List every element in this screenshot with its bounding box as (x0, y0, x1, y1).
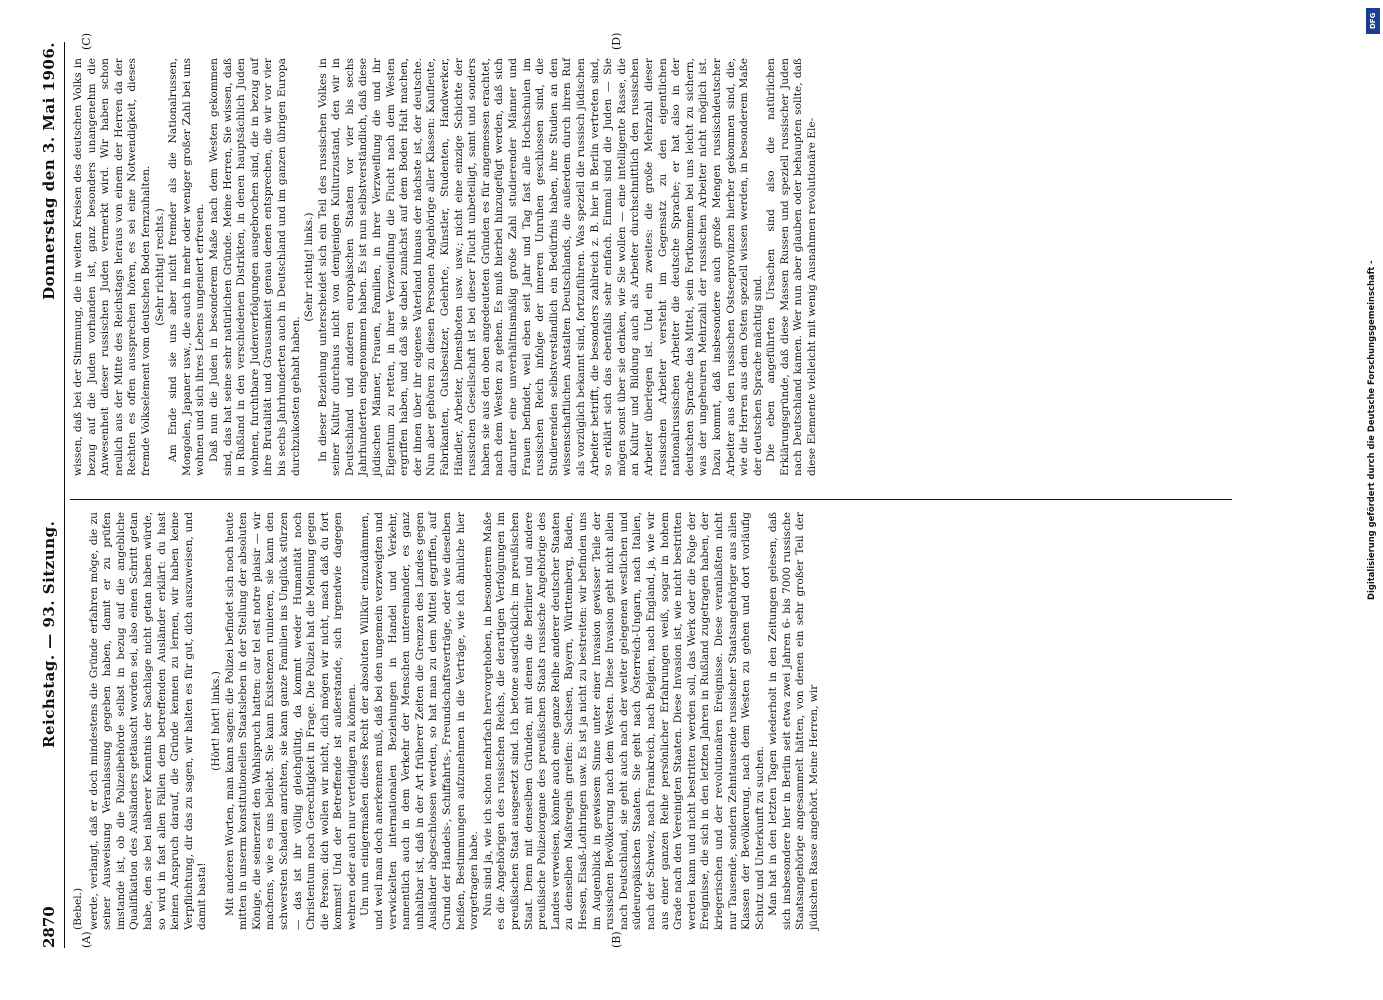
margin-note-b: (B) (610, 931, 623, 948)
margin-note-c: (C) (80, 33, 93, 50)
session-title: Reichstag. — 93. Sitzung. (40, 520, 58, 748)
paragraph: wissen, daß bei der Stimmung, die in weiten Kreisen des deutschen Volks in bezug auf die Juden vorhanden ist, ganz besonders unangenehm die Anwesenheit dieser russischen Juden vermerkt wird. Wir haben schon neulich aus der Mitte des Reichstags heraus von einem der Herren da der Rechten es offen aussprechen hören, es sei eine Notwendigkeit, dieses fremde Volkselement vom deutschen Boden fernzuhalten. (72, 58, 152, 476)
page-header (38, 42, 65, 948)
dfg-logo-icon: DFG (1366, 8, 1380, 34)
page-number: 2870 (40, 906, 58, 948)
paragraph: In dieser Beziehung unterscheidet sich ein Teil des russischen Volkes in seiner Kultur durchaus nicht von demjenigen Kulturzustand, den wir in Deutschland und anderen europäischen Staaten vor vier bis sechs Jahrhunderten eingenommen haben. Es ist nun selbstverständlich, daß diese jüdischen Männer, Frauen, Familien, in ihrer Verzweiflung die und ihr Eigentum zu retten, in ihrer Verzweiflung die Flucht nach dem Westen ergriffen haben, und daß sie dabei zunächst auf dem Boden Halt machen, der ihnen über ihr eigenes Vaterland hinaus der nächste ist, der deutsche. Nun aber gehören zu diesen Personen Angehörige aller Klassen: Kaufleute, Fabrikanten, Gutsbesitzer, Gelehrte, Künstler, Studenten, Handwerker, Händler, Arbeiter, Dienstboten usw. usw.; nicht eine einzige Schichte der russischen Gesellschaft ist bei dieser Flucht unbeteiligt, samt und sonders haben sie aus den oben angedeuteten Gründen es für angemessen erachtet, nach dem Westen zu gehen. Es muß hierbei hinzugefügt werden, daß sich darunter eine unverhältnismäßig große Zahl studierender Männer und Frauen befindet, weil eben seit Jahr und Tag fast alle Hochschulen im russischen Reich infolge der inneren Unruhen geschlossen sind, die Studierenden selbstverständlich ein Bedürfnis haben, ihre Studien an den wissenschaftlichen Anstalten Deutschlands, die außerdem durch ihren Ruf als vorzüglich bekannt sind, fortzuführen. Was speziell die russisch jüdischen Arbeiter betrifft, die besonders zahlreich z. B. hier in Berlin vertreten sind, so erklärt sich das ebenfalls sehr einfach. Einmal sind die Juden — Sie mögen sonst über sie denken, wie Sie wollen — eine intelligente Rasse, die an Kultur und Bildung auch als Arbeiter durchschnittlich den russischen Arbeiter überlegen ist. Und ein zweites: die große Mehrzahl dieser russischen Arbeiter versteht im Gegensatz zu den eigentlichen nationalrussischen Arbeiter die deutsche Sprache; er hat also in der deutschen Sprache das Mittel, sein Fortkommen bei uns leicht zu sichern, was der ungeheuren Mehrzahl der russischen Arbeiter nicht möglich ist. Dazu kommt, daß insbesondere auch große Mengen russischdeutscher Arbeiter aus den russischen Ostseeprovinzen hierher gekommen sind, die, wie die Herren aus dem Osten speziell wissen werden, in besonderem Maße der deutschen Sprache mächtig sind. (316, 58, 764, 476)
right-text-column (72, 58, 820, 476)
paragraph: Man hat in den letzten Tagen wiederholt in den Zeitungen gelesen, daß sich insbesondere hier in Berlin seit etwa zwei Jahren 6- bis 7000 russische Staatsangehörige angesammelt hätten, von denen ein sehr großer Teil der jüdischen Rasse angehört. Meine Herren, wir (767, 512, 821, 930)
column-divider (70, 499, 1232, 500)
paragraph: Um nun einigermaßen dieses Recht der absoluten Willkür einzudämmen, und weil man doch anerkennen muß, daß bei den ungemein verzweigten und verwickelten internationalen Beziehungen in Handel und Verkehr, namentlich auch in dem Verkehr der Menschen untereinander, es ganz unhaltbar ist, daß in der Art früherer Zeiten die Grenzen des Landes gegen Ausländer abgeschlossen werden, so hat man zu dem Mittel gegriffen, auf Grund der Handels-, Schiffahrts-, Freundschaftsverträge, oder wie dieselben heißen, Bestimmungen aufzunehmen in die Verträge, wie ich ähnliche hier vorgetragen habe. (359, 512, 481, 930)
margin-note-d: (D) (610, 32, 623, 50)
interjection: (Sehr richtig! links.) (303, 212, 316, 322)
paragraph: Mit anderen Worten, man kann sagen: die Polizei befindet sich noch heute mitten in unserm konstitutionellen Staatsleben in der Stellung der absoluten Könige, die seinerzeit den Wahlspruch hatten: car tel est notre plaisir — wir machens, wie es uns beliebt. Sie kann Existenzen ruinieren, sie kann den schwersten Schaden anrichten, sie kann ganze Familien ins Unglück stürzen — das ist ihr völlig gleichgültig, da kommt weder Humanität noch Christentum noch Gerechtigkeit in Frage. Die Polizei hat die Meinung gegen die Person: dich wollen wir nicht, dich mögen wir nicht, mach daß du fort kommst! Und der Betreffende ist außerstande, sich irgendwie dagegen wehren oder auch nur verteidigen zu können. (223, 512, 358, 930)
speaker-label: (Bebel.) (72, 887, 84, 930)
paragraph: Nun sind ja, wie ich schon mehrfach hervorgehoben, in besonderem Maße es die Angehörigen des russischen Reichs, die derartigen Verfolgungen im preußischen Staat ausgesetzt sind. Ich betone ausdrücklich: im preußischen Staat. Denn mit denselben Gründen, mit denen die Berliner und andere preußische Polizeiorgane des preußischen Staats russische Angehörige des Landes verweisen, könnte auch eine ganze Reihe anderer deutscher Staaten zu denselben Maßregeln greifen: Sachsen, Bayern, Württemberg, Baden, Hessen, Elsaß-Lothringen usw. Es ist ja nicht zu bestreiten: wir befinden uns im Augenblick in gewissem Sinne unter einer Invasion gewisser Teile der russischen Bevölkerung nach dem Westen. Diese Invasion geht nicht allein nach Deutschland, sie geht auch nach der weiter gelegenen westlichen und südeuropäischen Staaten. Sie geht nach Österreich-Ungarn, nach Italien, nach der Schweiz, nach Frankreich, nach Belgien, nach England, ja, wie wir aus einer ganzen Reihe persönlicher Erfahrungen weiß, sogar in hohem Grade nach den Vereinigten Staaten. Diese Invasion ist, wie nicht bestritten werden kann und nicht bestritten werden soll, das Werk oder die Folge der Ereignisse, die sich in den letzten Jahren in Rußland zugetragen haben, der kriegerischen und der revolutionären Ereignisse. Diese veranlaßten nicht nur Tausende, sondern Zehntausende russischer Staatsangehöriger aus allen Klassen der Bevölkerung, nach dem Westen zu gehen und dort vorläufig Schutz und Unterkunft zu suchen. (481, 512, 766, 930)
session-date: Donnerstag den 3. Mai 1906. (40, 42, 58, 300)
margin-note-a: (A) (80, 931, 93, 948)
paragraph: Daß nun die Juden in besonderem Maße nach dem Westen gekommen sind, das hat seine sehr natürlichen Gründe. Meine Herren, Sie wissen, daß in Rußland in den verschiedenen Distrikten, in denen hauptsächlich Juden wohnen, furchtbare Judenverfolgungen ausgebrochen sind, die in bezug auf ihre Brutalität und Grausamkeit genau denen entsprechen, die wir vor vier bis sechs Jahrhunderten auch in Deutschland und im ganzen übrigen Europa durchzukosten gehabt haben. (207, 58, 302, 476)
paragraph: Am Ende sind sie uns aber nicht fremder als die Nationalrussen, Mongolen, Japaner usw., die auch in mehr oder weniger großer Zahl bei uns wohnen und sich ihres Lebens ungeniert erfreuen. (167, 58, 207, 476)
left-text-column (72, 512, 822, 930)
digitization-notice: Digitalisierung gefördert durch die Deutsche Forschungsgemeinschaft - (1366, 260, 1376, 600)
paragraph: werde, verlangt, daß er doch mindestens die Gründe erfahren möge, die zu seiner Ausweisung Veranlassung gegeben haben, damit er zu prüfen imstande ist, ob die Polizeibehörde selbst in bezug auf die angebliche Qualifikation des Ausländers getäuscht worden sei, also einen Schritt getan habe, den sie bei näherer Kenntnis der Sachlage nicht getan haben würde, so wird in fast allen Fällen dem betreffenden Ausländer erklärt: du hast keinen Anspruch darauf, die Gründe kennen zu lernen, wir haben keine Verpflichtung, dir das zu sagen, wir halten es für gut, dich auszuweisen, und damit basta! (87, 512, 209, 930)
paragraph: Die eben angeführten Ursachen sind also die natürlichen Erklärungsgründe, daß diese Massen Russen und speziell russischer Juden nach Deutschland kamen. Wer nun aber glauben oder behaupten sollte, daß diese Elemente vielleicht mit wenig Ausnahmen revolutionäre Ele- (765, 58, 819, 476)
interjection: (Sehr richtig! rechts.) (153, 208, 166, 326)
interjection: (Hört! hört! links.) (209, 671, 222, 771)
